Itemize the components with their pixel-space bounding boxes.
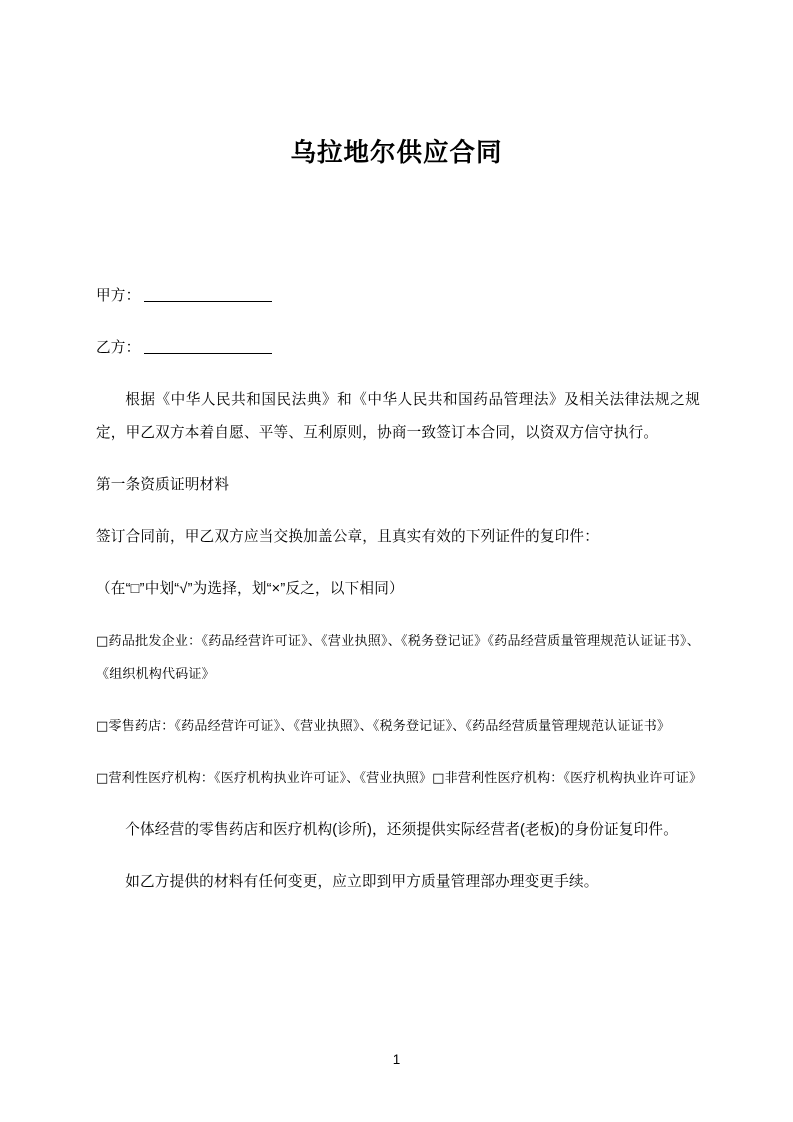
article-1-paragraph-6: 个体经营的零售药店和医疗机构(诊所)，还须提供实际经营者(老板)的身份证复印件。 [125, 822, 679, 838]
checkbox-item-retail-pharmacy[interactable]: □零售药店：《药品经营许可证》、《营业执照》、《税务登记证》、《药品经营质量管理规范认证证书》 [96, 719, 671, 734]
article-1-heading: 第一条资质证明材料 [96, 477, 230, 493]
party-a-line [96, 280, 700, 313]
page-number: 1 [392, 1052, 401, 1067]
page-title: 乌拉地尔供应合同 [290, 139, 503, 167]
party-b-blank[interactable] [144, 339, 272, 354]
article-1-paragraph-7: 如乙方提供的材料有任何变更，应立即到甲方质量管理部办理变更手续。 [125, 874, 599, 890]
checkbox-item-wholesale[interactable]: □药品批发企业：《药品经营许可证》、《营业执照》、《税务登记证》《药品经营质量管理规范认证证书》、《组织机构代码证》 [96, 634, 700, 682]
preamble-paragraph: 根据《中华人民共和国民法典》和《中华人民共和国药品管理法》及相关法律法规之规定，甲乙双方本着自愿、平等、互利原则，协商一致签订本合同，以资双方信守执行。 [96, 392, 700, 441]
article-1-paragraph-1: 签订合同前，甲乙双方应当交换加盖公章，且真实有效的下列证件的复印件： [96, 529, 599, 545]
party-a-blank[interactable] [144, 287, 272, 302]
checkbox-item-medical-institution[interactable]: □营利性医疗机构：《医疗机构执业许可证》、《营业执照》□非营利性医疗机构：《医疗机构执业许可证》 [96, 771, 703, 786]
party-b-label: 乙方： [96, 340, 141, 356]
document-body [96, 280, 703, 918]
party-b-line [96, 332, 700, 365]
party-a-label: 甲方： [96, 288, 141, 304]
article-1-paragraph-2: （在“□”中划“√”为选择，划“×”反之，以下相同） [96, 581, 404, 597]
